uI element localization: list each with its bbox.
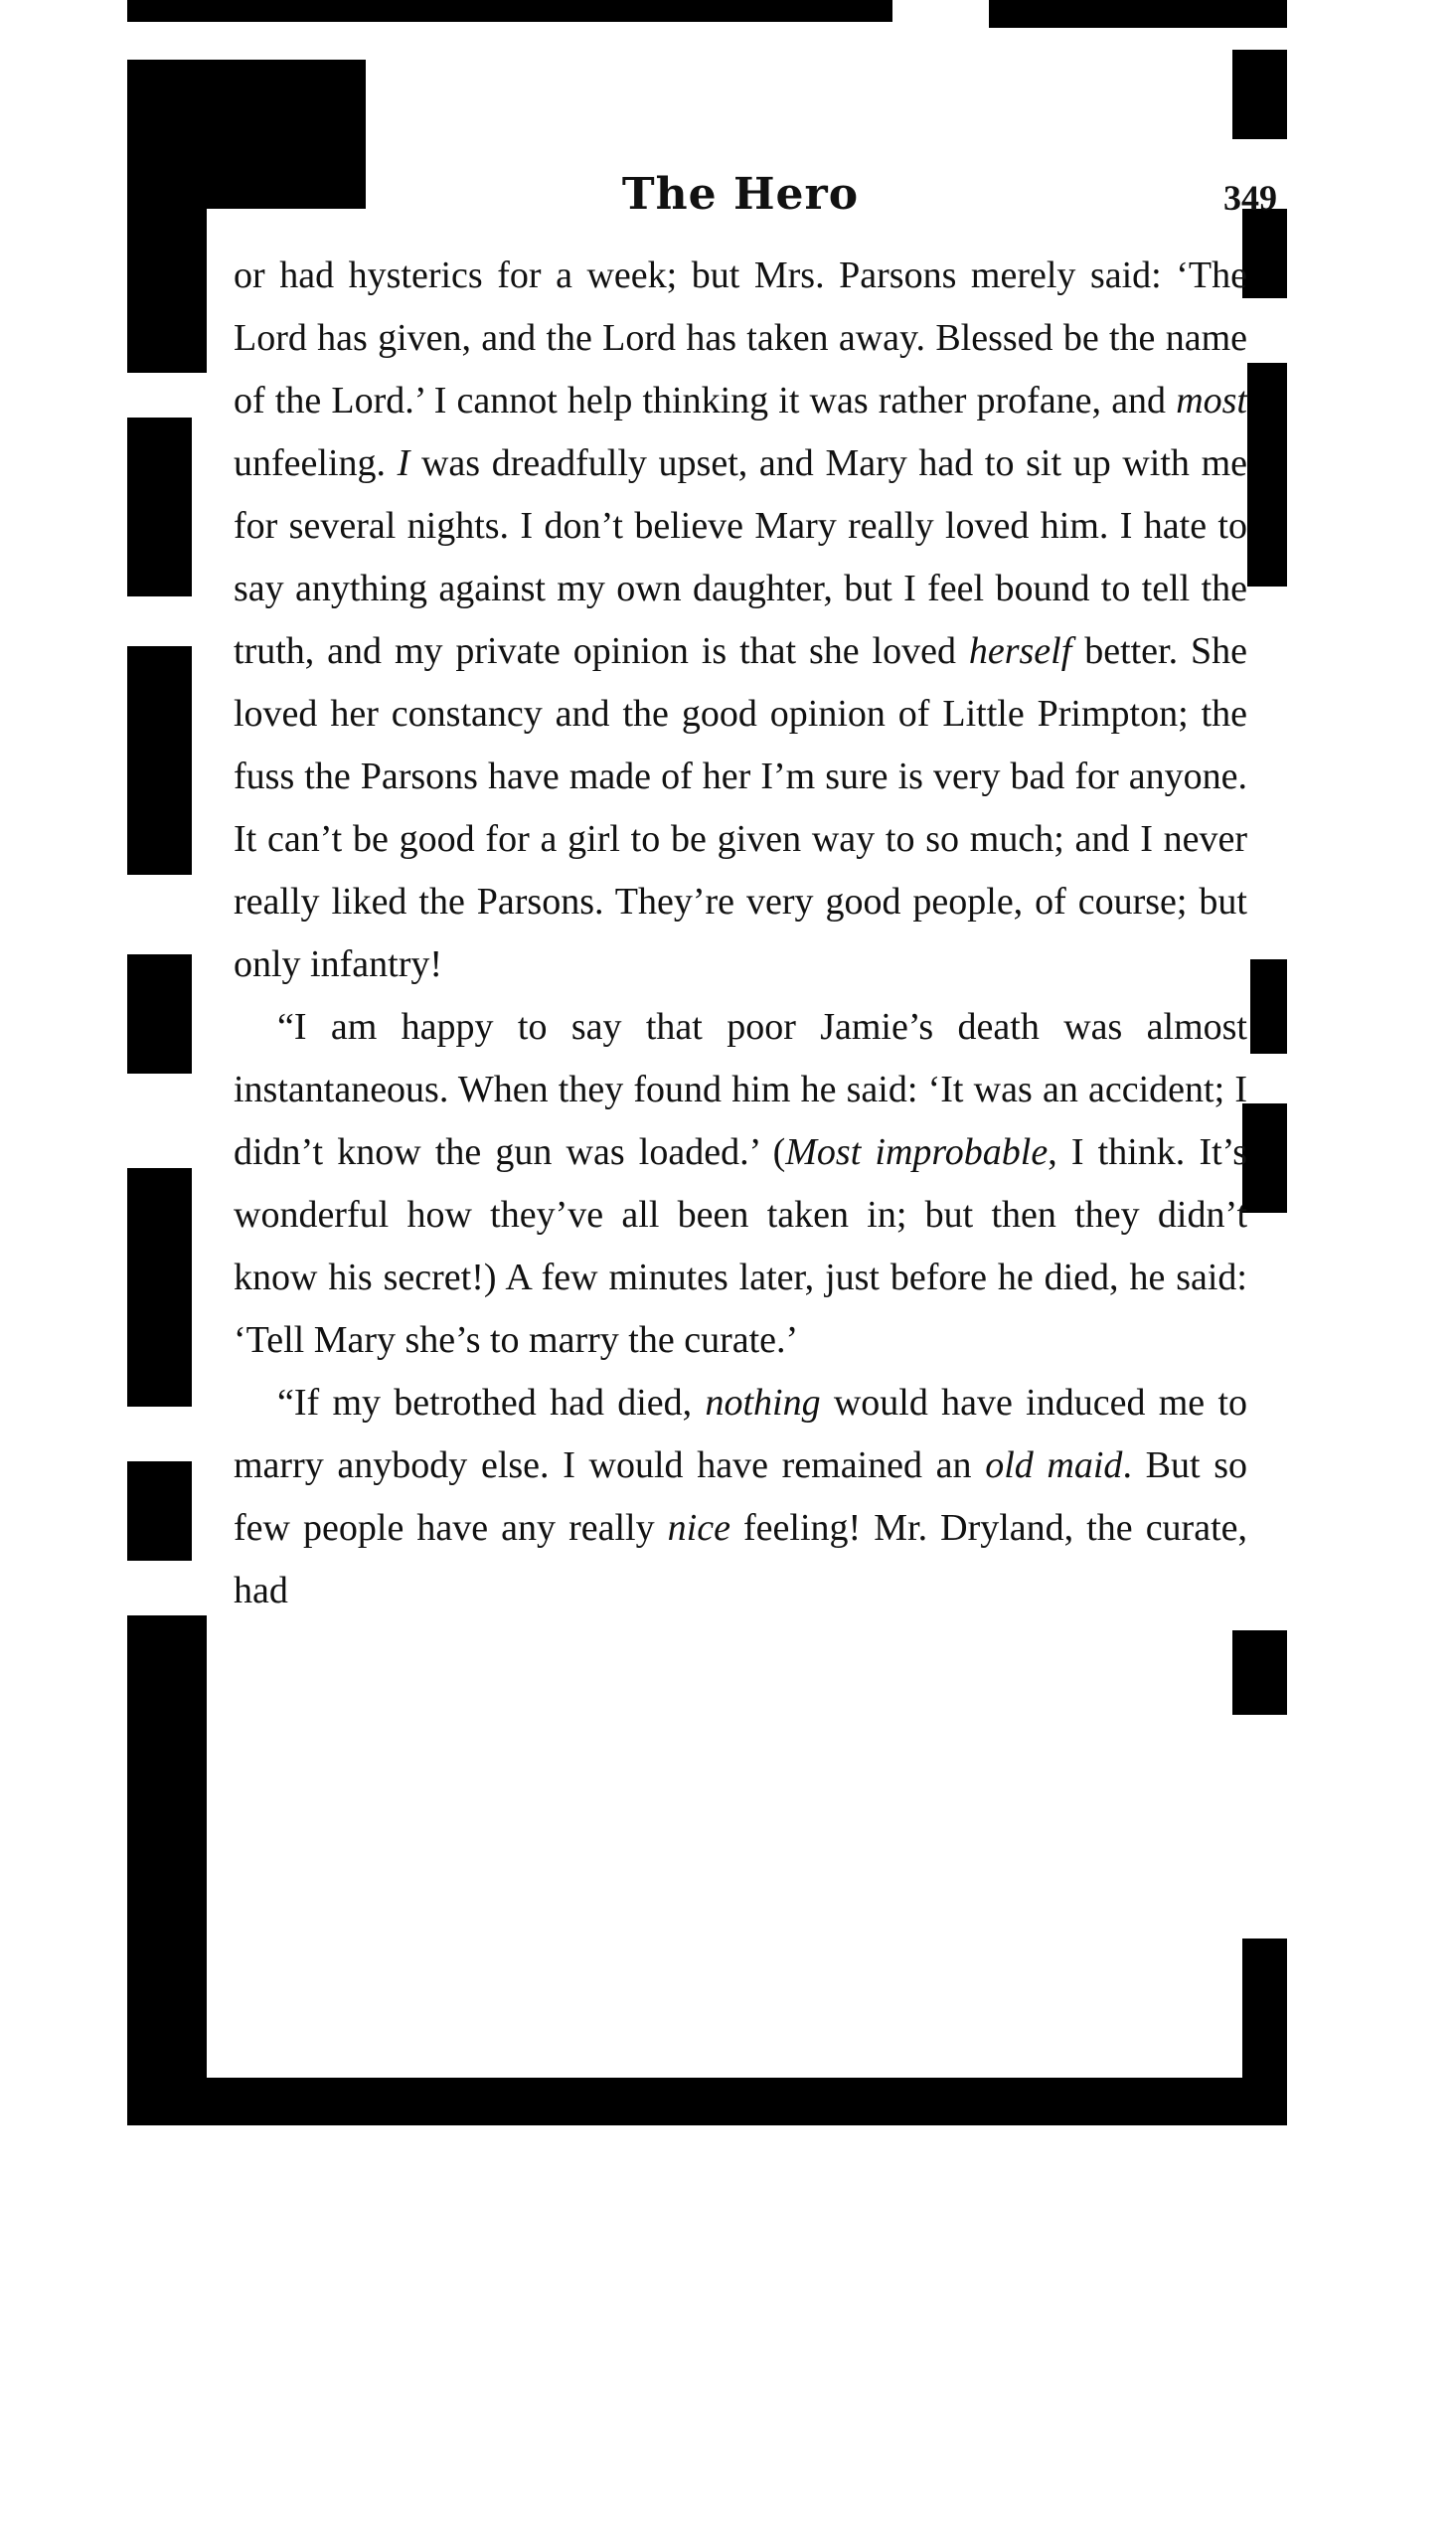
text-run: would have induced me to marry anybody else. I would have remained an [234,1382,1247,1486]
scan-border-right-2 [1242,209,1287,298]
scan-border-bottom [127,2078,1287,2125]
scan-border-left-1 [127,199,207,373]
text-run: was dreadfully upset, and Mary had to sit up with me for several nights. I don’t believe Mary really loved him. I hate to say anything against my own daughter, but I feel bound to tell the truth, and my private opinion is that she loved [234,442,1247,672]
body-text [234,245,1247,1622]
scan-border-left-7 [127,1615,207,2122]
italic-text: old maid [985,1444,1123,1486]
scan-border-right-1 [1232,50,1287,139]
scan-border-right-6 [1232,1630,1287,1715]
scan-border-right-4 [1250,959,1287,1054]
scan-border-top-left [127,0,892,22]
italic-text: nice [667,1507,730,1549]
scan-border-left-5 [127,1168,192,1407]
text-run: feeling! Mr. Dryland, the curate, had [234,1507,1247,1611]
text-run: , I think. It’s wonderful how they’ve all been taken in; but then they didn’t know his secret!) A few minutes later, just before he died, he said: ‘Tell Mary she’s to marry the curate.’ [234,1131,1248,1361]
scan-border-right-7 [1242,1938,1287,2088]
italic-text: herself [968,630,1072,672]
text-run: or had hysterics for a week; but Mrs. Parsons merely said: ‘The Lord has given, and the Lord has taken away. Blessed be the name of the Lord.’ I cannot help thinking it was rather profane, and [234,254,1247,421]
scan-border-left-2 [127,418,192,596]
page-number: 349 [1223,178,1277,218]
scan-border-top-right [989,0,1287,28]
scan-border-left-4 [127,954,192,1074]
italic-text: Most improbable [785,1131,1049,1173]
text-run: better. She loved her constancy and the good opinion of Little Primpton; the fuss the Parsons have made of her I’m sure is very bad for anyone. It can’t be good for a girl to be given way to so much; and I never really liked the Parsons. They’re very good people, of course; but only infantry! [234,630,1248,985]
italic-text: most [1176,380,1247,421]
text-run: unfeeling. [234,442,398,484]
scan-border-right-3 [1247,363,1287,587]
scan-border-left-6 [127,1461,192,1561]
page-content [234,169,1277,1622]
text-run: “I am happy to say that poor Jamie’s death was almost instantaneous. When they found him he said: ‘It was an accident; I didn’t know the gun was loaded.’ ( [234,1006,1247,1173]
paragraph [234,996,1247,1372]
italic-text: I [397,442,410,484]
paragraph [234,245,1247,996]
paragraph [234,1372,1247,1622]
text-run: “If my betrothed had died, [277,1382,706,1424]
running-head [234,169,1277,239]
scan-border-left-3 [127,646,192,875]
scan-border-right-5 [1242,1103,1287,1213]
running-title: The Hero [621,169,860,220]
text-run: . But so few people have any really [234,1444,1247,1549]
italic-text: nothing [705,1382,821,1424]
